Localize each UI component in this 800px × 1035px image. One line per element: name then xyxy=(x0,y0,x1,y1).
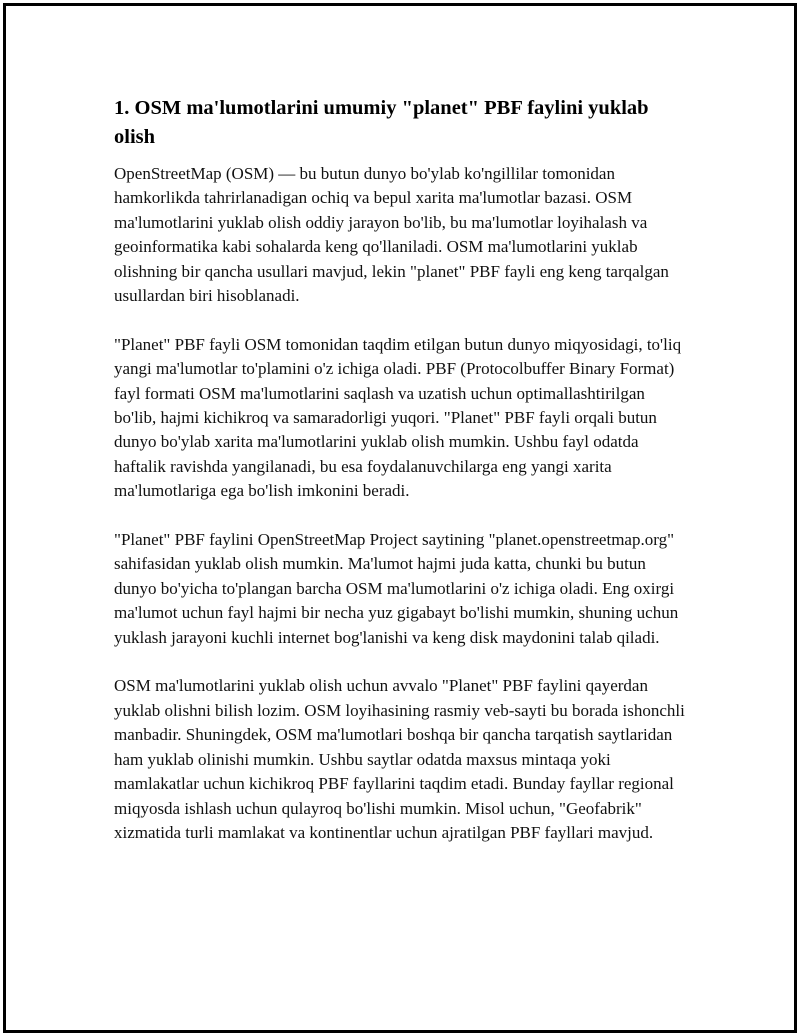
section-heading: 1. OSM ma'lumotlarini umumiy "planet" PBF faylini yuklab olish xyxy=(114,97,649,148)
paragraph-where-to-download: OSM ma'lumotlarini yuklab olish uchun avvalo "Planet" PBF faylini qayerdan yuklab olishni bilish lozim. OSM loyihasining rasmiy veb-sayti bu borada ishonchli manbadir. Shuningdek, OSM ma'lumotlari boshqa bir qancha tarqatish saytlaridan ham yuklab olinishi mumkin. Ushbu saytlar odatda maxsus mintaqa yoki mamlakatlar uchun kichikroq PBF fayllarini taqdim etadi. Bunday fayllar regional miqyosda ishlash uchun qulayroq bo'lishi mumkin. Misol uchun, "Geofabrik" xizmatida turli mamlakat va kontinentlar uchun ajratilgan PBF fayllari mavjud. xyxy=(114,676,685,842)
document-body xyxy=(114,94,689,870)
paragraph-download-source: "Planet" PBF faylini OpenStreetMap Project saytining "planet.openstreetmap.org" sahifasidan yuklab olish mumkin. Ma'lumot hajmi juda katta, chunki bu butun dunyo bo'yicha to'plangan barcha OSM ma'lumotlarini o'z ichiga oladi. Eng oxirgi ma'lumot uchun fayl hajmi bir necha yuz gigabayt bo'lishi mumkin, shuning uchun yuklash jarayoni kuchli internet bog'lanishi va keng disk maydonini talab qiladi. xyxy=(114,530,679,647)
paragraph-intro: OpenStreetMap (OSM) — bu butun dunyo bo'ylab ko'ngillilar tomonidan hamkorlikda tahrirlanadigan ochiq va bepul xarita ma'lumotlar bazasi. OSM ma'lumotlarini yuklab olish oddiy jarayon bo'lib, bu ma'lumotlar loyihalash va geoinformatika kabi sohalarda keng qo'llaniladi. OSM ma'lumotlarini yuklab olishning bir qancha usullari mavjud, lekin "planet" PBF fayli eng keng tarqalgan usullardan biri hisoblanadi. xyxy=(114,164,669,306)
paragraph-planet-pbf: "Planet" PBF fayli OSM tomonidan taqdim etilgan butun dunyo miqyosidagi, to'liq yangi ma'lumotlar to'plamini o'z ichiga oladi. PBF (Protocolbuffer Binary Format) fayl formati OSM ma'lumotlarini saqlash va uzatish uchun optimallashtirilgan bo'lib, hajmi kichikroq va samaradorligi yuqori. "Planet" PBF fayli orqali butun dunyo bo'ylab xarita ma'lumotlarini yuklab olish mumkin. Ushbu fayl odatda haftalik ravishda yangilanadi, bu esa foydalanuvchilarga eng yangi xarita ma'lumotlariga ega bo'lish imkonini beradi. xyxy=(114,334,682,501)
